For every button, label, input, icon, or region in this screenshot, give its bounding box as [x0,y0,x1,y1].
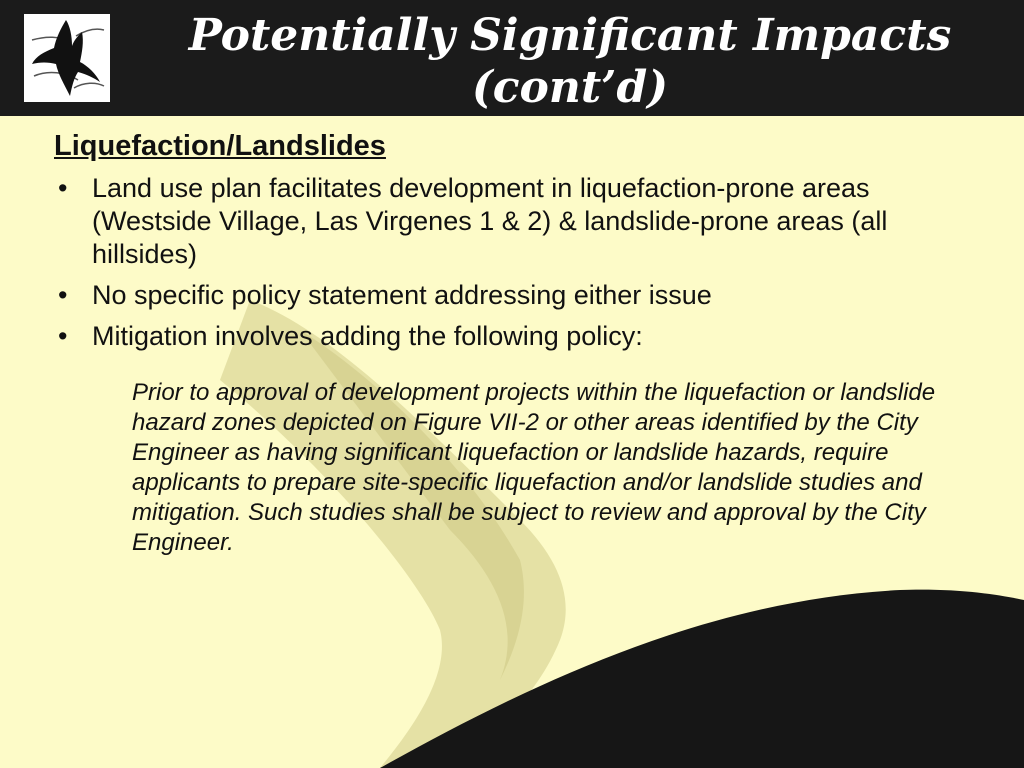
bullet-text: Land use plan facilitates development in liquefaction-prone areas (Westside Village, Las Virgenes 1 & 2) & landslide-prone areas (all hillsides) [92,173,888,269]
title-bar [0,0,1024,116]
slide-title [120,10,1020,114]
bullet-marker: • [58,173,68,203]
bullet-item [54,172,954,271]
bullet-marker: • [58,321,68,351]
logo [24,14,110,102]
bullet-marker: • [58,280,68,310]
bullet-text: Mitigation involves adding the following policy: [92,321,643,351]
hawk-silhouette-icon [26,16,108,100]
policy-quote: Prior to approval of development projects within the liquefaction or landslide hazard zones depicted on Figure VII-2 or other areas identified by the City Engineer as having significant liquefaction or landslide hazards, require applicants to prepare site-specific liquefaction and/or landslide studies and mitigation. Such studies shall be subject to review and approval by the City Engineer. [132,379,936,556]
bullet-text: No specific policy statement addressing either issue [92,280,712,310]
bullet-item [54,279,954,312]
slide-title-line-1: Potentially Significant Impacts [188,10,952,61]
slide-title-line-2: (cont’d) [471,62,669,113]
section-heading: Liquefaction/Landslides [54,130,386,162]
bullet-item [54,320,954,353]
bullet-list [54,172,954,361]
